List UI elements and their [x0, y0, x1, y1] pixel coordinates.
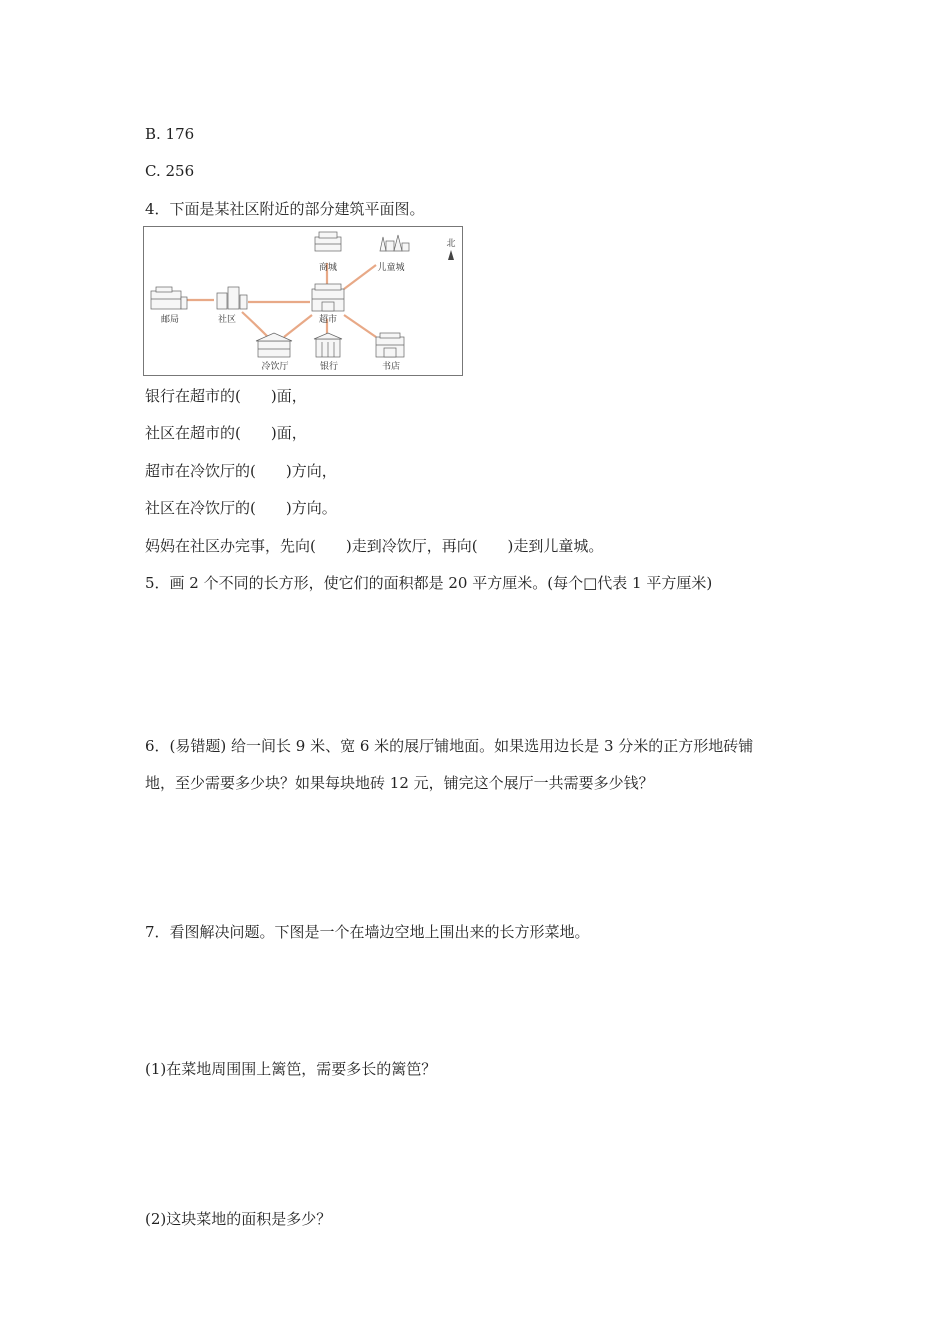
mall-icon [315, 232, 341, 251]
community-icon [217, 287, 247, 309]
map-label-supermarket: 超市 [318, 315, 338, 325]
map-label-kids-city: 儿童城 [377, 263, 405, 273]
map-label-post-office: 邮局 [160, 315, 180, 325]
question-7-sub-1: (1)在菜地周围围上篱笆，需要多长的篱笆？ [145, 1060, 437, 1078]
q4-blank-2: 社区在超市的( )面， [145, 424, 307, 442]
kids-city-icon [380, 235, 409, 251]
q4-blank-5: 妈妈在社区办完事，先向( )走到冷饮厅，再向( )走到儿童城。 [145, 537, 604, 555]
map-label-community: 社区 [217, 315, 237, 325]
post-office-icon [151, 287, 187, 309]
map-label-mall: 商城 [318, 263, 338, 273]
bookstore-icon [376, 333, 404, 357]
question-7-title: 7．看图解决问题。下图是一个在墙边空地上围出来的长方形菜地。 [145, 923, 590, 941]
option-b: B. 176 [145, 125, 195, 143]
supermarket-icon [312, 284, 344, 311]
question-6-line-2: 地，至少需要多少块？如果每块地砖 12 元，铺完这个展厅一共需要多少钱？ [145, 774, 654, 792]
map-label-cold-drink: 冷饮厅 [261, 362, 289, 372]
q4-blank-3: 超市在冷饮厅的( )方向， [145, 462, 337, 480]
question-4-title: 4．下面是某社区附近的部分建筑平面图。 [145, 200, 425, 218]
question-6-line-1: 6．(易错题) 给一间长 9 米、宽 6 米的展厅铺地面。如果选用边长是 3 分米的正方形地砖铺 [145, 737, 754, 755]
question-5: 5．画 2 个不同的长方形，使它们的面积都是 20 平方厘米。(每个□代表 1 平方厘米) [145, 574, 713, 592]
q4-blank-1: 银行在超市的( )面， [145, 387, 307, 405]
question-7-sub-2: (2)这块菜地的面积是多少？ [145, 1210, 332, 1228]
bank-icon [314, 333, 342, 357]
map-label-bookstore: 书店 [381, 362, 401, 372]
community-map [143, 226, 463, 376]
cold-drink-hall-icon [256, 333, 292, 357]
map-label-bank: 银行 [319, 362, 339, 372]
north-arrow-icon [448, 250, 454, 260]
option-c: C. 256 [145, 162, 195, 180]
q4-blank-4: 社区在冷饮厅的( )方向。 [145, 499, 337, 517]
map-label-north: 北 [446, 239, 456, 249]
